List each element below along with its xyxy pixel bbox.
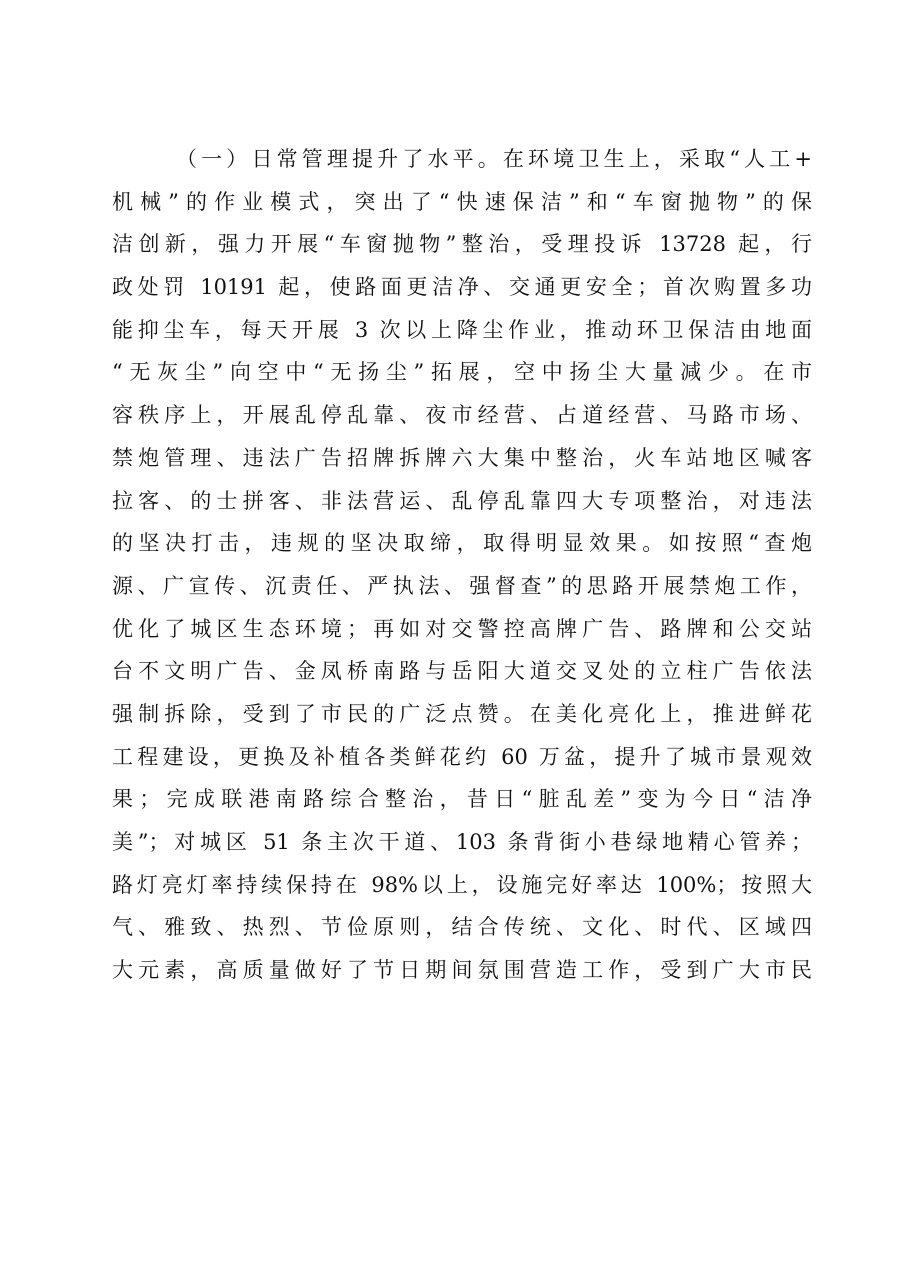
paragraph-line: 禁炮管理、违法广告招牌拆牌六大集中整治，火车站地区喊客 (112, 445, 812, 470)
paragraph-line: 大元素，高质量做好了节日期间氛围营造工作，受到广大市民 (112, 958, 812, 983)
paragraph-line: 容秩序上，开展乱停乱靠、夜市经营、占道经营、马路市场、 (112, 403, 812, 428)
paragraph-line: 洁创新，强力开展“车窗抛物”整治，受理投诉 13728 起，行 (112, 232, 812, 257)
paragraph-line: 果；完成联港南路综合整治，昔日“脏乱差”变为今日“洁净 (112, 787, 812, 812)
paragraph-line: 拉客、的士拼客、非法营运、乱停乱靠四大专项整治，对违法 (112, 488, 812, 513)
body-paragraph (112, 138, 812, 992)
paragraph-line: 气、雅致、热烈、节俭原则，结合传统、文化、时代、区域四 (112, 915, 812, 940)
paragraph-line: 的坚决打击，违规的坚决取缔，取得明显效果。如按照“查炮 (112, 531, 812, 556)
paragraph-line: 台不文明广告、金凤桥南路与岳阳大道交叉处的立柱广告依法 (112, 659, 812, 684)
paragraph-line: “无灰尘”向空中“无扬尘”拓展，空中扬尘大量减少。在市 (112, 360, 812, 385)
paragraph-line: 强制拆除，受到了市民的广泛点赞。在美化亮化上，推进鲜花 (112, 701, 812, 726)
paragraph-line: （一）日常管理提升了水平。在环境卫生上，采取“人工+ (176, 147, 812, 171)
paragraph-line: 能抑尘车，每天开展 3 次以上降尘作业，推动环卫保洁由地面 (112, 317, 812, 342)
paragraph-line: 工程建设，更换及补植各类鲜花约 60 万盆，提升了城市景观效 (112, 744, 812, 769)
paragraph-line: 优化了城区生态环境；再如对交警控高牌广告、路牌和公交站 (112, 616, 812, 641)
paragraph-line: 路灯亮灯率持续保持在 98%以上，设施完好率达 100%；按照大 (112, 872, 812, 897)
paragraph-line: 美”；对城区 51 条主次干道、103 条背街小巷绿地精心管养； (112, 830, 812, 854)
paragraph-line: 源、广宣传、沉责任、严执法、强督查”的思路开展禁炮工作， (112, 573, 812, 598)
paragraph-line: 政处罚 10191 起，使路面更洁净、交通更安全；首次购置多功 (112, 275, 812, 300)
paragraph-line: 机械”的作业模式，突出了“快速保洁”和“车窗抛物”的保 (112, 189, 812, 214)
